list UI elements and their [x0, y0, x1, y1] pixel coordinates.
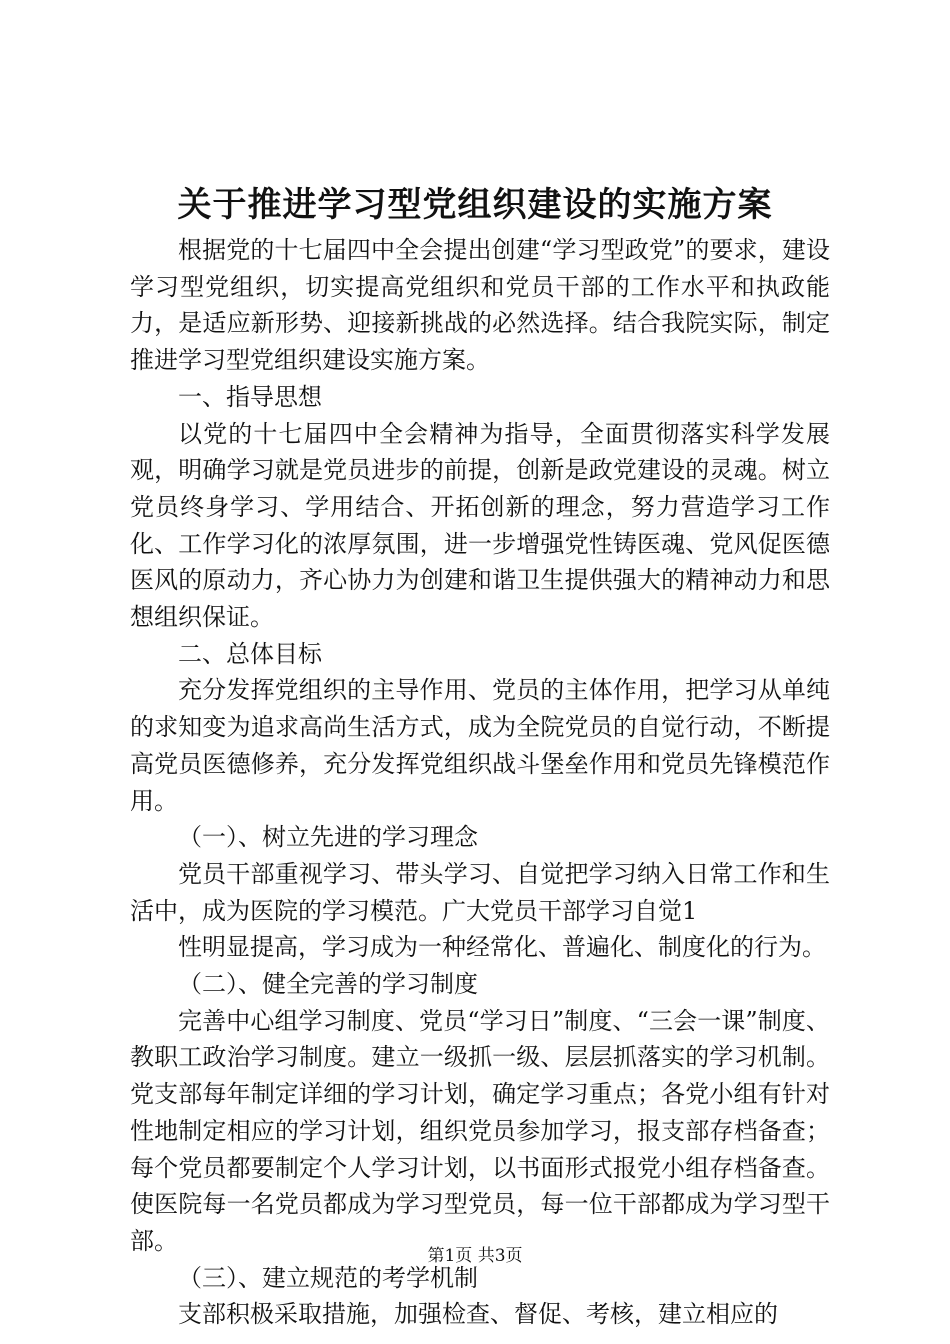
paragraph-intro: 根据党的十七届四中全会提出创建“学习型政党”的要求，建设学习型党组织，切实提高党组织和党员干部的工作水平和执政能力，是适应新形势、迎接新挑战的必然选择。结合我院实际，制定推进学习型党组织建设实施方案。 — [130, 236, 830, 375]
paragraph-learning-system: 完善中心组学习制度、党员“学习日”制度、“三会一课”制度、教职工政治学习制度。建立一级抓一级、层层抓落实的学习机制。党支部每年制定详细的学习计划，确定学习重点；各党小组有针对性地制定相应的学习计划，组织党员参加学习，报支部存档备查；每个党员都要制定个人学习计划，以书面形式报党小组存档备查。使医院每一名党员都成为学习型党员，每一位干部都成为学习型干部。 — [130, 1006, 830, 1255]
subsection-heading-learning-system: （二）、健全完善的学习制度 — [178, 970, 478, 999]
document-body — [130, 232, 830, 1333]
paragraph-learning-concept-a: 党员干部重视学习、带头学习、自觉把学习纳入日常工作和生活中，成为医院的学习模范。广大党员干部学习自觉1 — [130, 859, 830, 925]
subsection-heading-assessment-mechanism: （三）、建立规范的考学机制 — [178, 1263, 478, 1292]
paragraph-learning-concept-b: 性明显提高，学习成为一种经常化、普遍化、制度化的行为。 — [178, 933, 826, 962]
paragraph-guiding-ideology: 以党的十七届四中全会精神为指导，全面贯彻落实科学发展观，明确学习就是党员进步的前提，创新是政党建设的灵魂。树立党员终身学习、学用结合、开拓创新的理念，努力营造学习工作化、工作学习化的浓厚氛围，进一步增强党性铸医魂、党风促医德医风的原动力，齐心协力为创建和谐卫生提供强大的精神动力和思想组织保证。 — [130, 419, 830, 632]
section-heading-guiding-ideology: 一、指导思想 — [178, 382, 322, 411]
section-heading-overall-goals: 二、总体目标 — [178, 639, 322, 668]
page-footer: 第1页 共3页 — [427, 1246, 523, 1266]
document-title: 关于推进学习型党组织建设的实施方案 — [177, 185, 773, 225]
subsection-heading-learning-concept: （一）、树立先进的学习理念 — [178, 823, 478, 852]
paragraph-overall-goals: 充分发挥党组织的主导作用、党员的主体作用，把学习从单纯的求知变为追求高尚生活方式，成为全院党员的自觉行动，不断提高党员医德修养，充分发挥党组织战斗堡垒作用和党员先锋模范作用。 — [130, 676, 830, 815]
paragraph-assessment-mechanism: 支部积极采取措施，加强检查、督促、考核，建立相应的 — [178, 1300, 778, 1329]
